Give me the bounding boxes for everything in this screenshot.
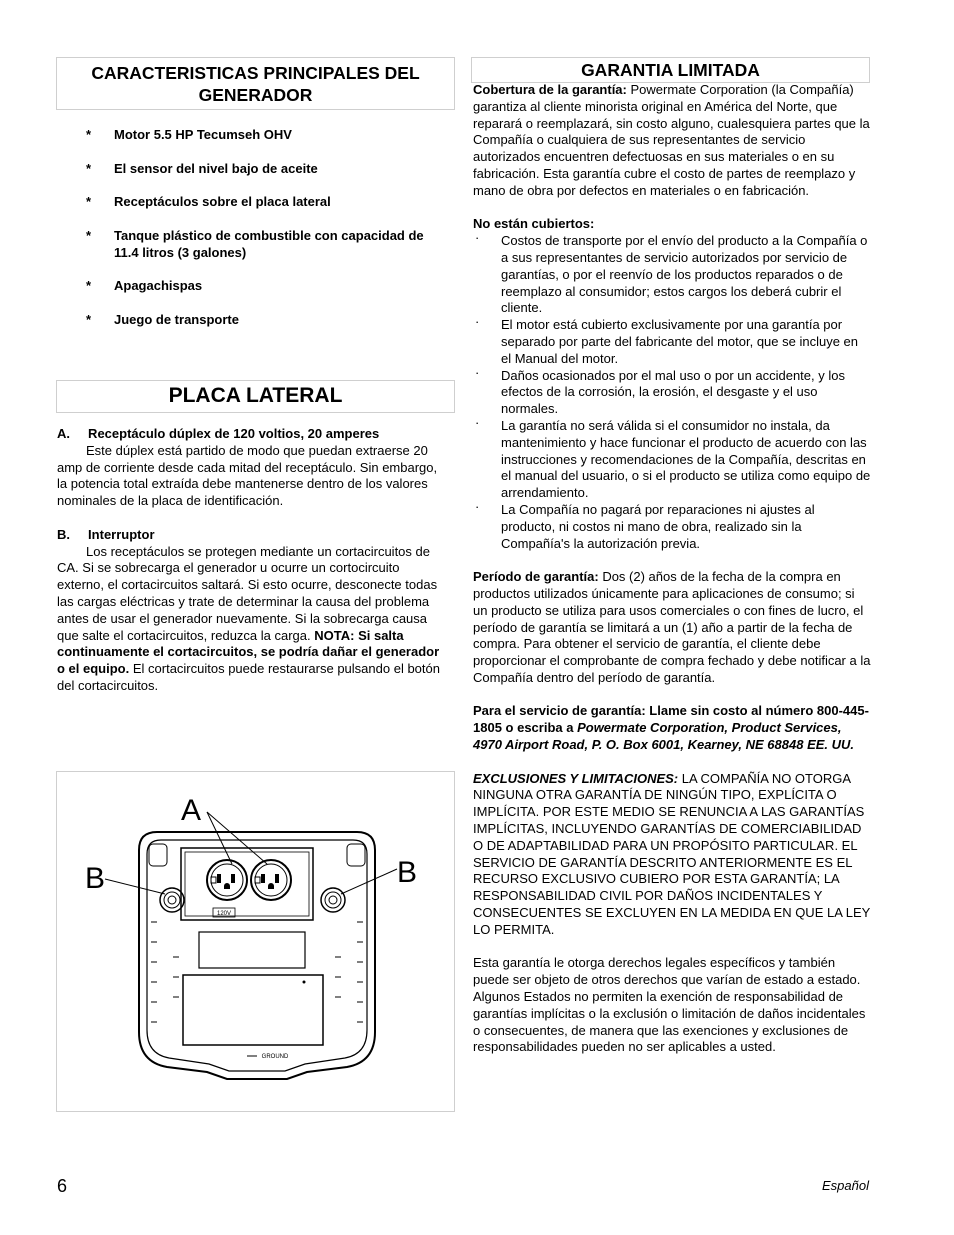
footer-language: Español bbox=[822, 1178, 869, 1193]
panel-heading-box bbox=[56, 380, 455, 413]
feature-item bbox=[86, 277, 446, 294]
feature-item bbox=[86, 126, 446, 143]
feature-text: Juego de transporte bbox=[114, 311, 239, 327]
feature-text: El sensor del nivel bajo de aceite bbox=[114, 160, 318, 176]
panel-b-body bbox=[57, 544, 450, 695]
panel-b-text: Los receptáculos se protegen mediante un cortacircuitos de CA. Si se sobrecarga el generador u ocurre un cortocircuito externo, el cortacircuitos saltará. Si esto ocurre, desconecte todas las cargas eléctricas y trate de determinar la causa del problema antes de usar el generador nuevamente. Si la sobrecarga causa que salte el cortacircuitos, reduzca la carga. bbox=[57, 543, 438, 643]
feature-item bbox=[86, 311, 446, 328]
features-heading-box bbox=[56, 57, 455, 110]
not-covered-label: No están cubiertos: bbox=[473, 216, 595, 232]
panel-a-body: Este dúplex está partido de modo que puedan extraerse 20 amp de corriente desde cada mitad del receptáculo. Sin embargo, la potencia total extraída debe mantenerse dentro de los valores nominales de la placa de identificación. bbox=[57, 442, 438, 509]
ground-label: GROUND bbox=[261, 1054, 289, 1060]
feature-bullet: * bbox=[86, 127, 92, 142]
not-covered-text: La Compañía no pagará por reparaciones ni ajustes al producto, ni costos ni mano de obra, realizado sin la Compañía's la autorización previa. bbox=[501, 501, 815, 551]
callout-b-right: B bbox=[397, 856, 418, 889]
not-covered-bullet: · bbox=[475, 314, 480, 330]
feature-bullet: * bbox=[86, 227, 92, 243]
receptacle-right-icon bbox=[251, 860, 291, 900]
not-covered-item bbox=[473, 364, 871, 418]
not-covered-bullet: · bbox=[475, 498, 480, 514]
page-number: 6 bbox=[57, 1176, 68, 1196]
feature-bullet: * bbox=[86, 311, 92, 327]
coverage-paragraph: Cobertura de la garantía: Powermate Corporation (la Compañía) garantiza al cliente minorista original en América del Norte, que reparará o reemplazará, sin costo alguno, cualesquiera partes que la Compañía o cualquiera de sus representantes de servicio autorizados encuentren defectuosas en sus materiales o en su fabricación. Esta garantía cubre el costo de partes de reemplazo y mano de obra por defectos en materiales o en fabricación. bbox=[473, 82, 870, 198]
not-covered-text: Costos de transporte por el envío del producto a la Compañía o a sus representantes de servicio autorizados por servicio de garantías, o por el reenvío de los productos reparados o de reemplazo al consumidor; estos cargos los deberá cubrir el cliente. bbox=[501, 233, 868, 316]
feature-text: Motor 5.5 HP Tecumseh OHV bbox=[114, 127, 292, 142]
panel-b-heading: B. Interruptor bbox=[57, 526, 155, 542]
features-list bbox=[86, 126, 446, 344]
not-covered-bullet: · bbox=[475, 364, 480, 380]
rights-paragraph: Esta garantía le otorga derechos legales específicos y también puede ser objeto de otros derechos que varían de estado a estado. Algunos Estados no permiten la exención de responsabilidad de garantías implícitas o la exclusión o limitación de daños incidentales o consecuentes, de manera que las exenciones y exclusiones de responsabilidades pueden no ser aplicables a usted. bbox=[473, 955, 866, 1055]
not-covered-text: El motor está cubierto exclusivamente por una garantía por separado por parte del fabricante del motor, que se incluye en el Manual del motor. bbox=[501, 317, 859, 366]
feature-item bbox=[86, 227, 446, 261]
callout-a: A bbox=[181, 794, 202, 827]
side-panel-diagram bbox=[57, 772, 454, 1111]
not-covered-item bbox=[473, 498, 871, 552]
feature-text: Apagachispas bbox=[114, 278, 203, 293]
panel-section bbox=[57, 426, 450, 695]
panel-a-heading: A. Receptáculo dúplex de 120 voltios, 20 amperes bbox=[57, 426, 380, 441]
not-covered-bullet: · bbox=[475, 230, 480, 246]
features-title: CARACTERISTICAS PRINCIPALES DEL GENERADOR bbox=[91, 63, 420, 105]
not-covered-item bbox=[473, 230, 871, 317]
rating-label: 120V bbox=[216, 911, 232, 917]
feature-bullet: * bbox=[86, 194, 92, 209]
warranty-heading-box bbox=[471, 57, 870, 83]
warranty-title: GARANTIA LIMITADA bbox=[581, 60, 760, 80]
side-panel-figure bbox=[56, 771, 455, 1112]
feature-item bbox=[86, 193, 446, 210]
panel-note-rest: El cortacircuitos puede restaurarse pulsando el botón del cortacircuitos. bbox=[57, 661, 440, 693]
service-paragraph: Para el servicio de garantía: Llame sin costo al número 800-445-1805 o escriba a Powermate Corporation, Product Services, 4970 Airport Road, P. O. Box 6001, Kearney, NE 68848 EE. UU. bbox=[473, 703, 869, 753]
feature-bullet: * bbox=[86, 160, 92, 176]
panel-title: PLACA LATERAL bbox=[168, 384, 343, 407]
panel-note: NOTA: Si salta continuamente el cortacircuitos, se podría dañar el generador o el equipo. bbox=[57, 627, 440, 677]
feature-item bbox=[86, 160, 446, 177]
feature-text: Receptáculos sobre el placa lateral bbox=[114, 194, 331, 209]
callout-b-left: B bbox=[85, 862, 106, 895]
exclusions-paragraph: EXCLUSIONES Y LIMITACIONES: LA COMPAÑÍA NO OTORGA NINGUNA OTRA GARANTÍA DE NINGÚN TIPO, EXPLÍCITA O IMPLÍCITA. POR ESTE MEDIO SE RENUNCIA A LAS GARANTÍAS IMPLÍCITAS, INCLUYENDO GARANTÍAS DE COMERCIABILIDAD O DE ADAPTABILIDAD PARA UN PROPÓSITO PARTICULAR. EL SERVICIO DE GARANTÍA DESCRITO ANTERIORMENTE ES EL RECURSO EXCLUSIVO CUBIERO POR ESTA GARANTÍA; LA RESPONSABILIDAD CIVIL POR DAÑOS INCIDENTALES Y CONSECUENTES SE EXCLUYEN EN LA MEDIDA EN QUE LA LEY LO PERMITA. bbox=[473, 770, 871, 937]
feature-text: Tanque plástico de combustible con capacidad de 11.4 litros (3 galones) bbox=[114, 227, 424, 260]
breaker-right-icon bbox=[321, 888, 345, 912]
not-covered-bullet: · bbox=[475, 414, 480, 430]
breaker-left-icon bbox=[160, 888, 184, 912]
not-covered-item bbox=[473, 314, 871, 367]
receptacle-left-icon bbox=[207, 860, 247, 900]
not-covered-text: La garantía no será válida si el consumidor no instala, da mantenimiento y hace funcionar el producto de acuerdo con las instrucciones y recomendaciones de la Compañía, descritas en el manual del usuario, o si el producto se utiliza como equipo de arrendamiento. bbox=[501, 417, 871, 501]
feature-bullet: * bbox=[86, 278, 92, 293]
not-covered-text: Daños ocasionados por el mal uso o por un accidente, y los efectos de la corrosión, la erosión, el desgaste y el uso normales. bbox=[501, 367, 845, 417]
features-items bbox=[86, 126, 446, 328]
not-covered-item bbox=[473, 414, 871, 502]
warranty-section bbox=[473, 82, 871, 1056]
not-covered-list bbox=[473, 230, 871, 552]
period-paragraph: Período de garantía: Dos (2) años de la fecha de la compra en productos utilizados únicamente para aplicaciones de consumo; si un producto se utiliza para usos comerciales o con fines de lucro, el período de garantía se limitará a un (1) año a partir de la fecha de compra. Para obtener el servicio de garantía, el cliente debe proporcionar el comprobante de compra fechado y debe notificar a la Compañía dentro del período de garantía. bbox=[473, 569, 871, 685]
